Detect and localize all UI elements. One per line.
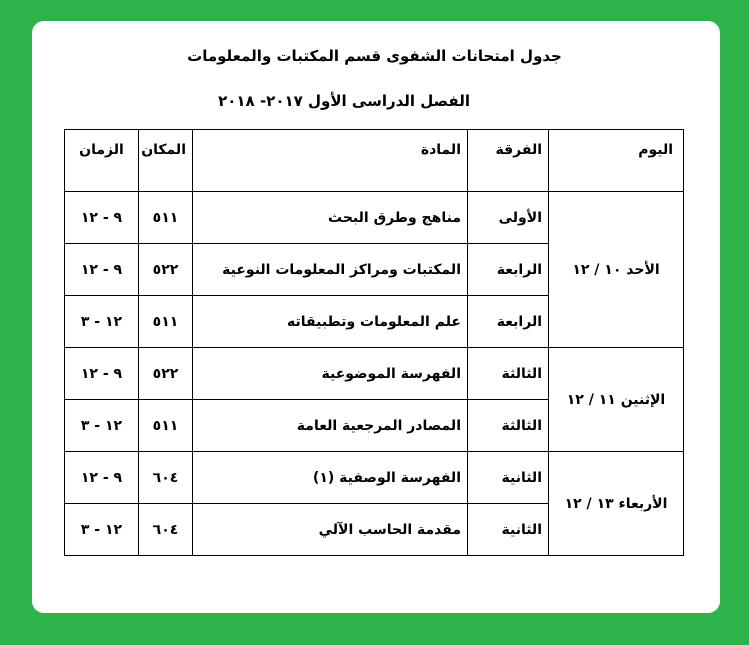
place-cell: ٥١١ <box>139 296 193 348</box>
document-subtitle: الفصل الدراسى الأول ٢٠١٧- ٢٠١٨ <box>218 92 470 110</box>
day-cell: الأحد ١٠ / ١٢ <box>549 192 684 348</box>
subject-cell: مقدمة الحاسب الآلي <box>193 504 468 556</box>
place-cell: ٦٠٤ <box>139 504 193 556</box>
document-title: جدول امتحانات الشفوى قسم المكتبات والمعلومات <box>187 47 562 65</box>
place-cell: ٥١١ <box>139 400 193 452</box>
year-cell: الثالثة <box>468 400 549 452</box>
subject-cell: الفهرسة الموضوعية <box>193 348 468 400</box>
time-cell: ٩ - ١٢ <box>65 452 139 504</box>
year-cell: الرابعة <box>468 296 549 348</box>
time-cell: ٩ - ١٢ <box>65 244 139 296</box>
subject-cell: مناهج وطرق البحث <box>193 192 468 244</box>
time-cell: ١٢ - ٣ <box>65 296 139 348</box>
place-cell: ٦٠٤ <box>139 452 193 504</box>
exam-schedule-table <box>64 129 684 556</box>
year-cell: الثانية <box>468 504 549 556</box>
year-cell: الأولى <box>468 192 549 244</box>
header-subject: المادة <box>193 130 468 192</box>
subject-cell: الفهرسة الوصفية (١) <box>193 452 468 504</box>
time-cell: ١٢ - ٣ <box>65 504 139 556</box>
place-cell: ٥٢٢ <box>139 348 193 400</box>
table-row <box>65 452 684 504</box>
subject-cell: علم المعلومات وتطبيقاته <box>193 296 468 348</box>
table-header-row <box>65 130 684 192</box>
place-cell: ٥١١ <box>139 192 193 244</box>
day-cell: الأربعاء ١٣ / ١٢ <box>549 452 684 556</box>
subject-cell: المكتبات ومراكز المعلومات النوعية <box>193 244 468 296</box>
header-time: الزمان <box>65 130 139 192</box>
year-cell: الرابعة <box>468 244 549 296</box>
year-cell: الثالثة <box>468 348 549 400</box>
year-cell: الثانية <box>468 452 549 504</box>
time-cell: ١٢ - ٣ <box>65 400 139 452</box>
header-day: اليوم <box>549 130 684 192</box>
time-cell: ٩ - ١٢ <box>65 192 139 244</box>
place-cell: ٥٢٢ <box>139 244 193 296</box>
subject-cell: المصادر المرجعية العامة <box>193 400 468 452</box>
header-year: الفرقة <box>468 130 549 192</box>
table-row <box>65 348 684 400</box>
day-cell: الإثنين ١١ / ١٢ <box>549 348 684 452</box>
time-cell: ٩ - ١٢ <box>65 348 139 400</box>
table-row <box>65 192 684 244</box>
header-place: المكان <box>139 130 193 192</box>
